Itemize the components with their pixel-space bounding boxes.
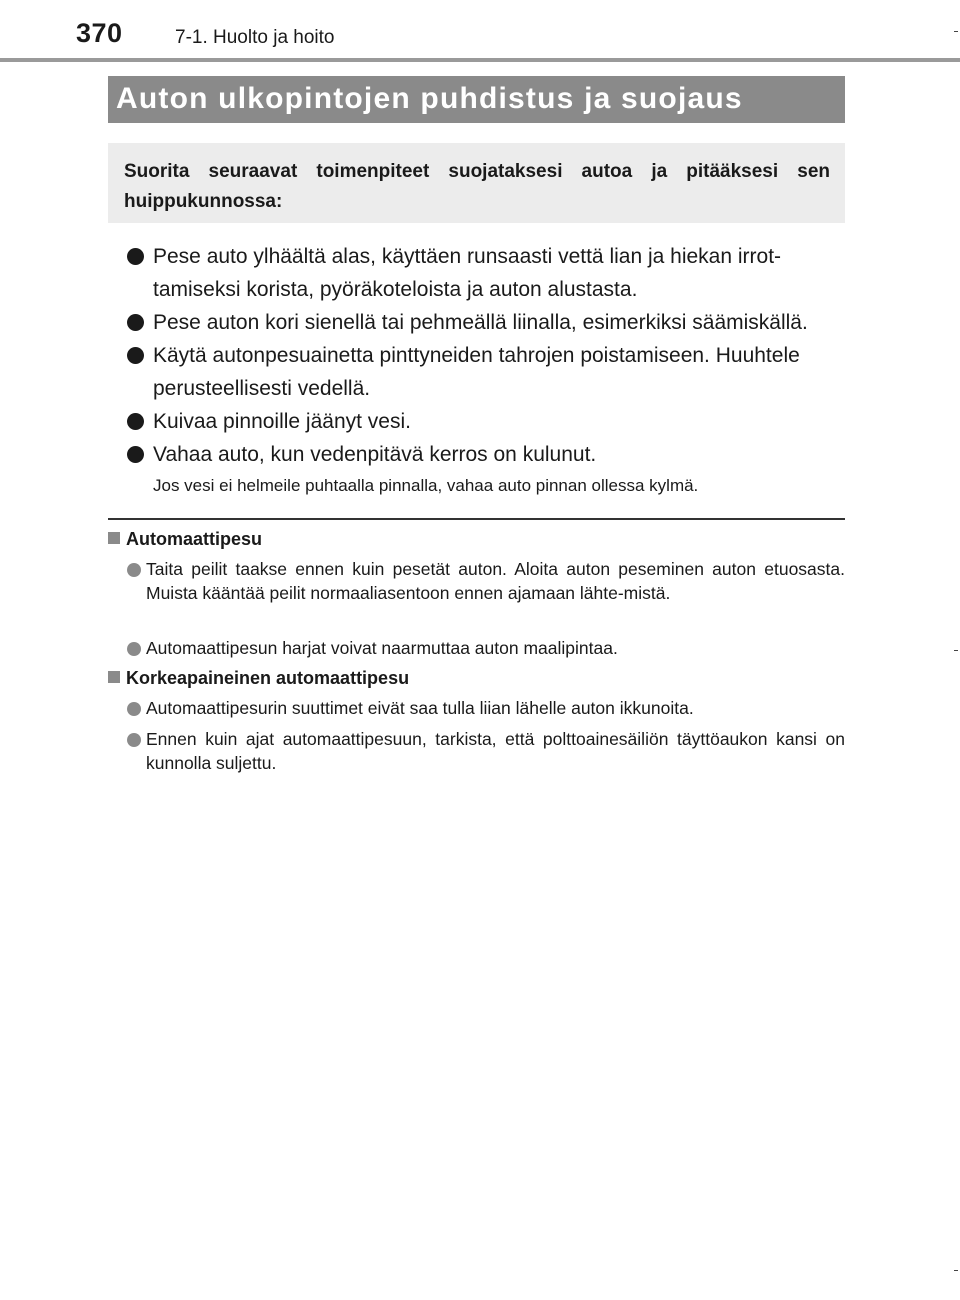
sub-heading-automatic-wash xyxy=(108,529,262,550)
grey-bullet-icon xyxy=(127,733,141,747)
sub-list-item xyxy=(127,696,845,720)
list-item-text: Kuivaa pinnoille jäänyt vesi. xyxy=(153,410,411,433)
page-number: 370 xyxy=(76,18,123,48)
bullet-icon xyxy=(127,314,144,331)
sub-list-item xyxy=(127,727,845,775)
crop-mark xyxy=(954,31,958,32)
crop-mark xyxy=(954,1270,958,1271)
sub-heading-text: Korkeapaineinen automaattipesu xyxy=(126,668,410,688)
list-item xyxy=(124,405,846,438)
sub-list-item xyxy=(127,557,845,605)
sub-list-item xyxy=(127,636,845,660)
section-label: 7-1. Huolto ja hoito xyxy=(175,27,335,48)
grey-bullet-icon xyxy=(127,563,141,577)
bullet-icon xyxy=(127,446,144,463)
header-rule xyxy=(0,58,960,62)
main-bullet-list xyxy=(124,240,846,471)
list-item xyxy=(124,240,846,306)
grey-bullet-icon xyxy=(127,702,141,716)
square-bullet-icon xyxy=(108,671,120,683)
wax-note: Jos vesi ei helmeile puhtaalla pinnalla, vahaa auto pinnan ollessa kylmä. xyxy=(153,476,699,495)
bullet-icon xyxy=(127,248,144,265)
sub-list-item-text: Ennen kuin ajat automaattipesuun, tarkista, että polttoainesäiliön täyttöaukon kansi on kunnolla suljettu. xyxy=(146,729,845,773)
list-item-text: Pese auton kori sienellä tai pehmeällä liinalla, esimerkiksi säämiskällä. xyxy=(153,311,808,334)
sub-list-item-text: Automaattipesun harjat voivat naarmuttaa auton maalipintaa. xyxy=(146,638,618,658)
page-header xyxy=(0,0,960,62)
page-title-bar xyxy=(108,76,845,123)
sub-heading-text: Automaattipesu xyxy=(126,529,263,549)
list-item xyxy=(124,339,846,405)
intro-text: Suorita seuraavat toimenpiteet suojataksesi autoa ja pitääksesi sen huippukunnossa: xyxy=(124,161,830,212)
bullet-icon xyxy=(127,413,144,430)
list-item xyxy=(124,306,846,339)
grey-bullet-icon xyxy=(127,642,141,656)
intro-box xyxy=(108,143,845,223)
page-title: Auton ulkopintojen puhdistus ja suojaus xyxy=(116,82,743,115)
list-item-text: Pese auto ylhäältä alas, käyttäen runsaasti vettä lian ja hiekan irrot-tamiseksi korista, pyöräkoteloista ja auton alustasta. xyxy=(153,245,782,301)
list-item xyxy=(124,438,846,471)
sub-heading-high-pressure-wash xyxy=(108,668,409,689)
crop-mark xyxy=(954,650,958,651)
section-divider xyxy=(108,518,845,520)
square-bullet-icon xyxy=(108,532,120,544)
sub-list-item-text: Taita peilit taakse ennen kuin pesetät auton. Aloita auton peseminen auton etuosasta. Muista kääntää peilit normaaliasentoon ennen ajamaan lähte-mistä. xyxy=(146,559,845,603)
list-item-text: Vahaa auto, kun vedenpitävä kerros on kulunut. xyxy=(153,443,597,466)
sub-list-item-text: Automaattipesurin suuttimet eivät saa tulla liian lähelle auton ikkunoita. xyxy=(146,698,694,718)
bullet-icon xyxy=(127,347,144,364)
list-item-text: Käytä autonpesuainetta pinttyneiden tahrojen poistamiseen. Huuhtele perusteellisesti vedellä. xyxy=(153,344,800,400)
